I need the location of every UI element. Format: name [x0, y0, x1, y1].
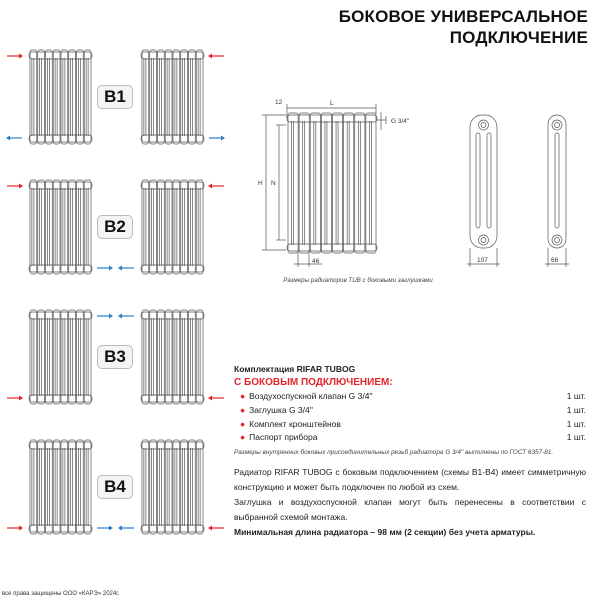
return-arrow-icon	[97, 314, 113, 319]
page-title: БОКОВОЕ УНИВЕРСАЛЬНОЕ ПОДКЛЮЧЕНИЕ	[338, 7, 588, 47]
kit-item: ● Воздухоспускной клапан G 3/4'' 1 шт.	[234, 391, 586, 405]
kit-item-qty: 1 шт.	[566, 391, 586, 401]
kit-item-qty: 1 шт.	[566, 418, 586, 429]
thread-note: Размеры внутренних боковых присоединительных резьб радиатора G 3/4'' выполнены по ГОСТ 6357-81.	[234, 449, 554, 456]
scheme-label-b4: B4	[97, 475, 133, 499]
side-view-wide	[467, 115, 500, 267]
radiator-left-b3	[29, 310, 92, 404]
kit-item-qty: 1 шт.	[566, 432, 586, 443]
description: Радиатор RIFAR TUBOG с боковым подключением (схемы В1-В4) имеет симметричную конструкцию и может быть подключен по любой из схем. Заглушка и воздухоспускной клапан могут быть перенесены в соответствии с выбранной схемой монтажа. Минимальная длина радиатора – 98 мм (2 секции) без учета арматуры.	[234, 467, 586, 537]
return-arrow-icon	[6, 136, 22, 141]
return-arrow-icon	[118, 526, 134, 531]
radiator-left-b2	[29, 180, 92, 274]
supply-arrow-icon	[7, 54, 23, 59]
dim-n: N	[271, 180, 276, 187]
copyright-footer: все права защищены ООО «КАРЭ» 2024г.	[2, 591, 120, 597]
return-arrow-icon	[97, 526, 113, 531]
return-arrow-icon	[118, 314, 134, 319]
radiator-left-b1	[29, 50, 92, 144]
bullet-icon: ●	[240, 432, 246, 443]
kit-item: ● Заглушка G 3/4'' 1 шт.	[234, 405, 586, 419]
kit-item-qty: 1 шт.	[566, 404, 586, 415]
dim-l: L	[330, 100, 334, 107]
supply-arrow-icon	[7, 396, 23, 401]
dim-107: 107	[477, 257, 488, 264]
kit-item: ● Паспорт прибора 1 шт.	[234, 432, 586, 446]
bullet-icon: ●	[240, 391, 246, 401]
dim-12: 12	[275, 99, 283, 106]
bullet-icon: ●	[240, 418, 246, 429]
radiator-right-b1	[141, 50, 204, 144]
return-arrow-icon	[97, 266, 113, 271]
radiator-left-b4	[29, 440, 92, 534]
dim-46: 46	[312, 258, 320, 265]
supply-arrow-icon	[208, 526, 224, 531]
supply-arrow-icon	[208, 396, 224, 401]
scheme-label-b2: B2	[97, 215, 133, 239]
scheme-label-b1: B1	[97, 85, 133, 109]
front-radiator	[287, 113, 377, 253]
radiator-right-b4	[141, 440, 204, 534]
front-view	[287, 113, 377, 253]
kit-heading: Комплектация RIFAR TUBOG	[234, 364, 356, 374]
supply-arrow-icon	[7, 184, 23, 189]
kit-item: ● Комплект кронштейнов 1 шт.	[234, 419, 586, 433]
supply-arrow-icon	[7, 526, 23, 531]
radiator-right-b2	[141, 180, 204, 274]
dim-h: H	[258, 180, 263, 187]
dim-thread: G 3/4''	[391, 118, 410, 125]
return-arrow-icon	[209, 136, 225, 141]
radiator-right-b3	[141, 310, 204, 404]
kit-subheading: С БОКОВЫМ ПОДКЛЮЧЕНИЕМ:	[234, 377, 393, 388]
kit-list	[234, 364, 586, 446]
bullet-icon: ●	[240, 404, 246, 415]
return-arrow-icon	[118, 266, 134, 271]
dim-66: 66	[551, 257, 559, 264]
drawing-caption: Размеры радиаторов TUB с боковыми заглушками	[283, 277, 433, 284]
supply-arrow-icon	[208, 184, 224, 189]
dimension-drawing	[250, 90, 600, 280]
scheme-label-b3: B3	[97, 345, 133, 369]
supply-arrow-icon	[208, 54, 224, 59]
side-view-narrow	[545, 115, 569, 267]
